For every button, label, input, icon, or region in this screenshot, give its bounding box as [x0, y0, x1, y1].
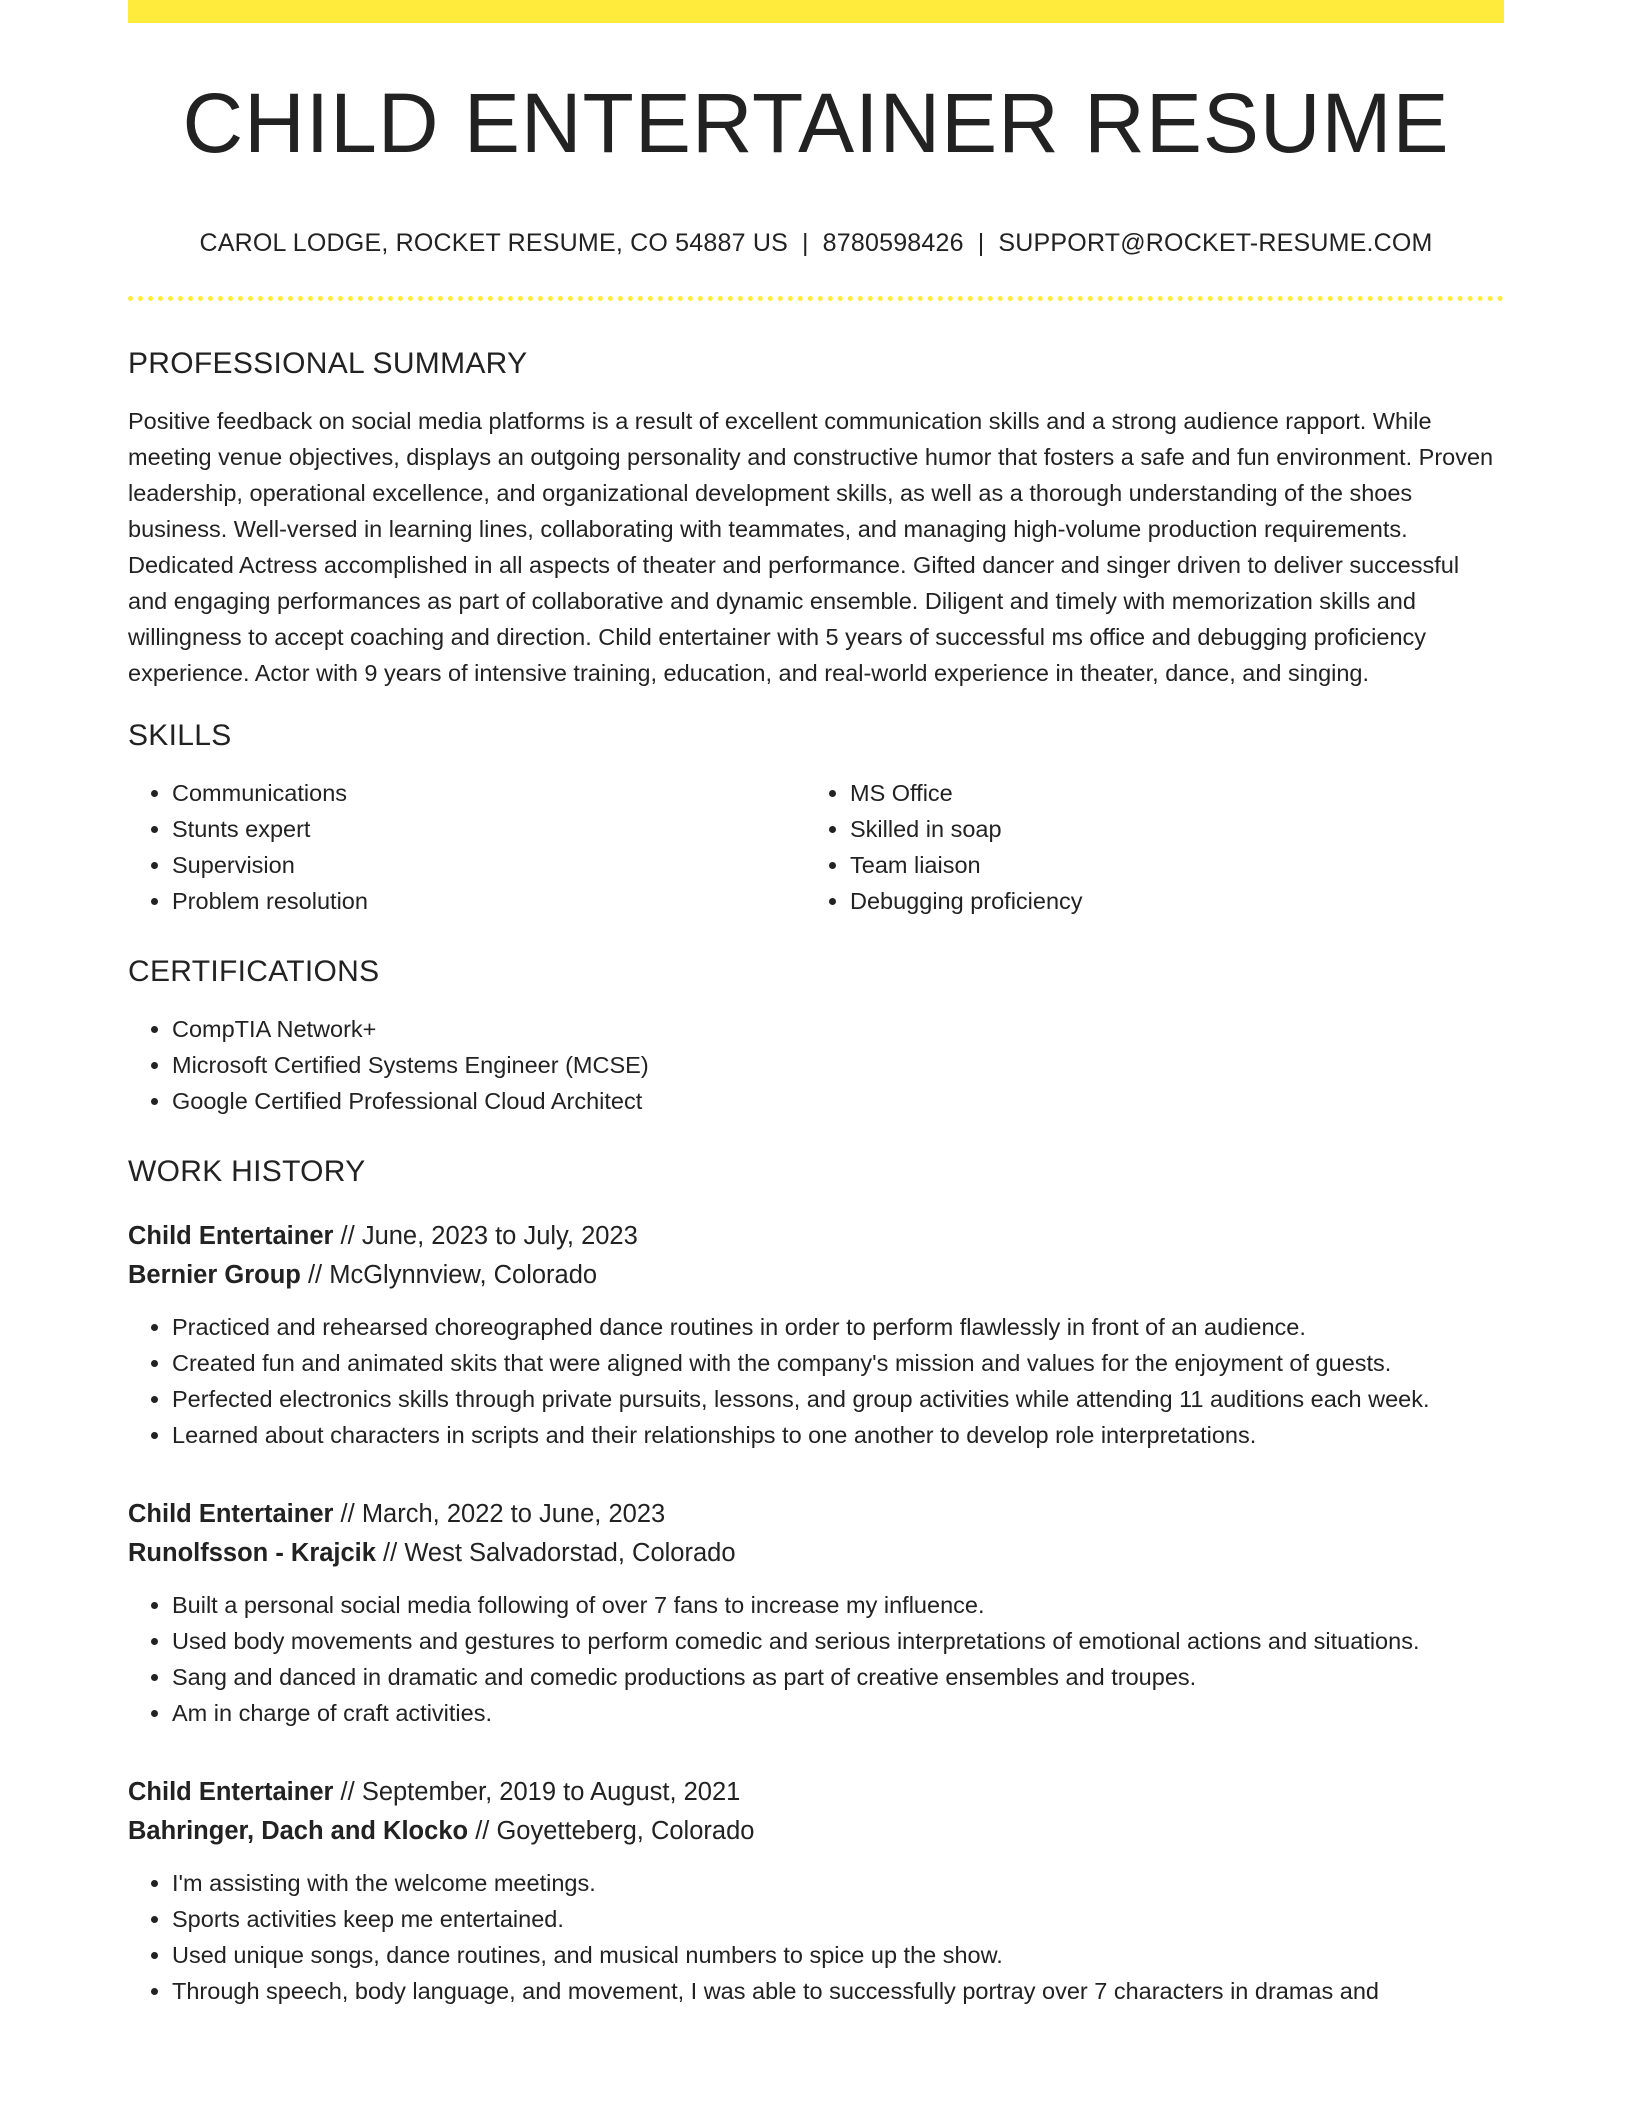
job-dates: March, 2022 to June, 2023: [361, 1500, 666, 1528]
skill-item: • Team liaison: [850, 847, 1484, 883]
job-bullet: • Am in charge of craft activities.: [172, 1695, 1504, 1731]
job-bullet: • Practiced and rehearsed choreographed dance routines in order to perform flawlessly in front of an audience.: [172, 1309, 1504, 1345]
job-separator: //: [340, 1778, 355, 1806]
job-location: Goyetteberg, Colorado: [496, 1817, 755, 1845]
skills-list: [128, 775, 1504, 919]
job-dates: September, 2019 to August, 2021: [361, 1778, 741, 1806]
job-company-line: [128, 1256, 1504, 1295]
job-company: Bernier Group: [128, 1261, 301, 1289]
job-bullet: • Built a personal social media following of over 7 fans to increase my influence.: [172, 1587, 1504, 1623]
contact-address: CAROL LODGE, ROCKET RESUME, CO 54887 US: [199, 229, 788, 257]
skill-item: • MS Office: [850, 775, 1484, 811]
skill-item: • Communications: [172, 775, 806, 811]
job-separator: //: [340, 1222, 355, 1250]
job-bullet: • Sang and danced in dramatic and comedic productions as part of creative ensembles and troupes.: [172, 1659, 1504, 1695]
certification-item: • CompTIA Network+: [172, 1011, 1504, 1047]
certifications-list: [128, 1011, 1504, 1119]
summary-text: Positive feedback on social media platforms is a result of excellent communication skills and a strong audience rapport. While meeting venue objectives, displays an outgoing personality and constructive humor that fosters a safe and fun environment. Proven leadership, operational excellence, and organizational development skills, as well as a thorough understanding of the shoes business. Well-versed in learning lines, collaborating with teammates, and managing high-volume production requirements. Dedicated Actress accomplished in all aspects of theater and performance. Gifted dancer and singer driven to deliver successful and engaging performances as part of collaborative and dynamic ensemble. Diligent and timely with memorization skills and willingness to accept coaching and direction. Child entertainer with 5 years of successful ms office and debugging proficiency experience. Actor with 9 years of intensive training, education, and real-world experience in theater, dance, and singing.: [128, 408, 1494, 686]
job-location: McGlynnview, Colorado: [329, 1261, 598, 1289]
job-bullet: • Perfected electronics skills through private pursuits, lessons, and group activities while attending 11 auditions each week.: [172, 1381, 1504, 1417]
job-title-line: [128, 1773, 1504, 1812]
job-entry: [128, 1495, 1504, 1731]
dotted-divider: [128, 296, 1504, 301]
job-title: Child Entertainer: [128, 1500, 334, 1528]
skills-column-left: [128, 775, 806, 919]
certifications-heading: CERTIFICATIONS: [128, 955, 380, 988]
job-title-line: [128, 1217, 1504, 1256]
job-entry: [128, 1217, 1504, 1453]
job-bullets: [128, 1587, 1504, 1731]
job-bullet: • Through speech, body language, and movement, I was able to successfully portray over 7 characters in dramas and: [172, 1973, 1504, 2009]
job-bullet: • I'm assisting with the welcome meetings.: [172, 1865, 1504, 1901]
work-history-heading: WORK HISTORY: [128, 1155, 366, 1188]
job-bullet: • Sports activities keep me entertained.: [172, 1901, 1504, 1937]
skill-item: • Stunts expert: [172, 811, 806, 847]
skill-item: • Debugging proficiency: [850, 883, 1484, 919]
job-company: Bahringer, Dach and Klocko: [128, 1817, 469, 1845]
job-separator: //: [383, 1539, 398, 1567]
summary-heading: PROFESSIONAL SUMMARY: [128, 347, 528, 380]
job-separator: //: [340, 1500, 355, 1528]
resume-title: CHILD ENTERTAINER RESUME: [182, 76, 1450, 170]
skills-heading: SKILLS: [128, 719, 232, 752]
job-title: Child Entertainer: [128, 1778, 334, 1806]
job-title-line: [128, 1495, 1504, 1534]
certification-item: • Google Certified Professional Cloud Architect: [172, 1083, 1504, 1119]
job-location: West Salvadorstad, Colorado: [404, 1539, 736, 1567]
top-accent-bar: [128, 0, 1504, 23]
job-separator: //: [307, 1261, 323, 1289]
job-bullets: [128, 1309, 1504, 1453]
job-title: Child Entertainer: [128, 1222, 334, 1250]
job-company-line: [128, 1534, 1504, 1573]
skills-column-right: [806, 775, 1484, 919]
job-company: Runolfsson - Krajcik: [128, 1539, 376, 1567]
skill-item: • Supervision: [172, 847, 806, 883]
job-bullet: • Used unique songs, dance routines, and musical numbers to spice up the show.: [172, 1937, 1504, 1973]
resume-page: [128, 0, 1504, 2009]
job-dates: June, 2023 to July, 2023: [361, 1222, 638, 1250]
job-bullet: • Used body movements and gestures to perform comedic and serious interpretations of emotional actions and situations.: [172, 1623, 1504, 1659]
contact-email: SUPPORT@ROCKET-RESUME.COM: [998, 229, 1433, 257]
certification-item: • Microsoft Certified Systems Engineer (MCSE): [172, 1047, 1504, 1083]
contact-phone: 8780598426: [822, 229, 964, 257]
job-bullet: • Created fun and animated skits that were aligned with the company's mission and values for the enjoyment of guests.: [172, 1345, 1504, 1381]
skill-item: • Skilled in soap: [850, 811, 1484, 847]
contact-line: [128, 229, 1504, 258]
job-bullet: • Learned about characters in scripts and their relationships to one another to develop role interpretations.: [172, 1417, 1504, 1453]
job-bullets: [128, 1865, 1504, 2009]
contact-separator: |: [801, 229, 809, 257]
contact-separator: |: [977, 229, 985, 257]
job-entry: [128, 1773, 1504, 2009]
job-company-line: [128, 1812, 1504, 1851]
skill-item: • Problem resolution: [172, 883, 806, 919]
job-separator: //: [475, 1817, 490, 1845]
